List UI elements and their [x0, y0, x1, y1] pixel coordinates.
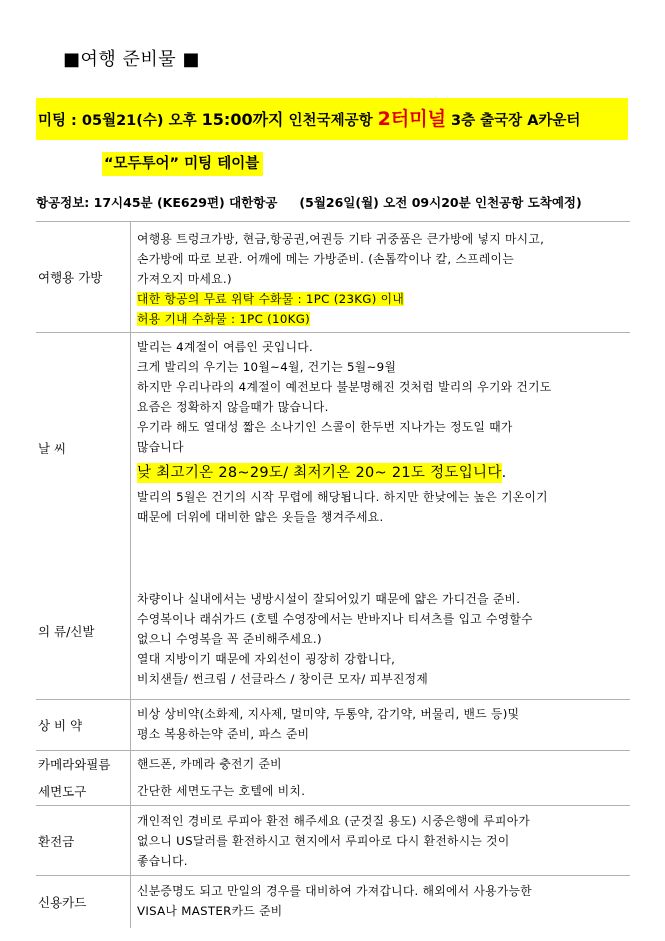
flight-info — [36, 193, 582, 211]
meeting-table: “모두투어” 미팅 테이블 — [102, 152, 263, 176]
row-content-exchange — [131, 806, 631, 876]
text-line: 없으니 US달러를 환전하시고 현지에서 루피아로 다시 환전하시는 것이 — [137, 834, 510, 848]
row-label-medicine: 상 비 약 — [36, 700, 131, 751]
text-line: 평소 복용하는약 준비, 파스 준비 — [137, 727, 310, 741]
row-content-camera: 핸드폰, 카메라 충전기 준비 — [131, 751, 631, 778]
flight-departure: 항공정보: 17시45분 (KE629편) 대한항공 — [36, 195, 278, 210]
row-content-weather — [131, 333, 631, 563]
text-line: 많습니다 — [137, 440, 184, 454]
text-line: 좋습니다. — [137, 854, 188, 868]
row-label-card: 신용카드 — [36, 876, 131, 928]
table-row — [36, 222, 630, 333]
text-line: 크게 발리의 우기는 10월~4월, 건기는 5월~9월 — [137, 360, 397, 374]
text-line: 손가방에 따로 보관. 어깨에 메는 가방준비. (손톱깍이나 칼, 스프레이는 — [137, 252, 514, 266]
text-line: 수영복이나 래쉬가드 (호텔 수영장에서는 반바지나 티셔츠를 입고 수영할수 — [137, 611, 533, 626]
text-line: 여행용 트렁크가방, 현금,항공권,여권등 기타 귀중품은 큰가방에 넣지 마시고, — [137, 232, 545, 246]
carry-on-highlight: 허용 기내 수화물 : 1PC (10KG) — [137, 312, 311, 326]
row-content-medicine — [131, 700, 631, 751]
text-line: 열대 지방이기 때문에 자외선이 굉장히 강합니다, — [137, 651, 396, 666]
text-line: 신분증명도 되고 만일의 경우를 대비하여 가져갑니다. 해외에서 사용가능한 — [137, 884, 532, 898]
row-label-camera: 카메라와필름 — [36, 751, 131, 778]
row-content-toiletries: 간단한 세면도구는 호텔에 비치. — [137, 783, 306, 798]
table-row — [36, 700, 630, 751]
text-line: 비치샌들/ 썬크림 / 선글라스 / 창이큰 모자/ 피부진정제 — [137, 671, 429, 686]
text-line: 발리의 5월은 건기의 시작 무렵에 해당됩니다. 하지만 한낮에는 높은 기온이기 — [137, 490, 548, 504]
table-row — [36, 333, 630, 563]
row-label-weather: 날 씨 — [36, 333, 131, 563]
page-title: ■여행 준비물 ■ — [63, 49, 200, 70]
text-line: 가져오지 마세요.) — [137, 272, 232, 286]
text-line: 발리는 4계절이 여름인 곳입니다. — [137, 340, 314, 354]
table-row — [36, 806, 630, 876]
checked-baggage-highlight: 대한 항공의 무료 위탁 수화물 : 1PC (23KG) 이내 — [137, 292, 405, 306]
text-line: 우기라 해도 열대성 짧은 소나기인 스콜이 한두번 지나가는 정도일 때가 — [137, 420, 513, 434]
row-content-luggage — [131, 222, 631, 333]
text-line: 비상 상비약(소화제, 지사제, 멀미약, 두통약, 감기약, 버물리, 밴드 등)및 — [137, 707, 520, 721]
checklist-table — [36, 222, 630, 928]
text-line: 차량이나 실내에서는 냉방시설이 잘되어있기 때문에 얇은 가디건을 준비. — [137, 591, 521, 606]
text-line: 없으니 수영복을 꼭 준비해주세요.) — [137, 631, 322, 646]
text-line: 개인적인 경비로 루피아 환전 해주세요 (군것질 용도) 시중은행에 루피아가 — [137, 814, 531, 828]
flight-arrival: (5월26일(월) 오전 09시20분 인천공항 도착예정) — [299, 195, 582, 210]
text-line: 때문에 더위에 대비한 얇은 옷들을 챙겨주세요. — [137, 510, 384, 524]
temperature-period: . — [501, 465, 507, 481]
text-line: 요즘은 정확하지 않을때가 많습니다. — [137, 400, 329, 414]
temperature-highlight: 낮 최고기온 28~29도/ 최저기온 20~ 21도 정도입니다 — [137, 465, 502, 481]
meeting-info — [36, 98, 628, 140]
meeting-terminal: 2터미널 — [377, 108, 446, 130]
meeting-prefix: 미팅 : 05월21(수) 오후 — [38, 113, 202, 129]
meeting-time: 15:00까지 — [201, 110, 284, 129]
text-line: VISA나 MASTER카드 준비 — [137, 904, 283, 918]
row-content-card — [131, 876, 631, 928]
table-row — [36, 751, 630, 778]
row-label-toiletries: 세면도구 — [36, 778, 131, 806]
meeting-counter: 3층 출국장 A카운터 — [445, 113, 581, 129]
meeting-place: 인천국제공항 — [283, 113, 378, 129]
row-label-exchange: 환전금 — [36, 806, 131, 876]
row-label-luggage: 여행용 가방 — [36, 222, 131, 333]
text-line: 하지만 우리나라의 4계절이 예전보다 불분명해진 것처럼 발리의 우기와 건기도 — [137, 380, 552, 394]
table-row — [36, 778, 630, 806]
row-label-clothing: 의 류/신발 — [36, 563, 131, 700]
table-row — [36, 563, 630, 700]
table-row — [36, 876, 630, 928]
row-content-clothing — [131, 563, 631, 700]
